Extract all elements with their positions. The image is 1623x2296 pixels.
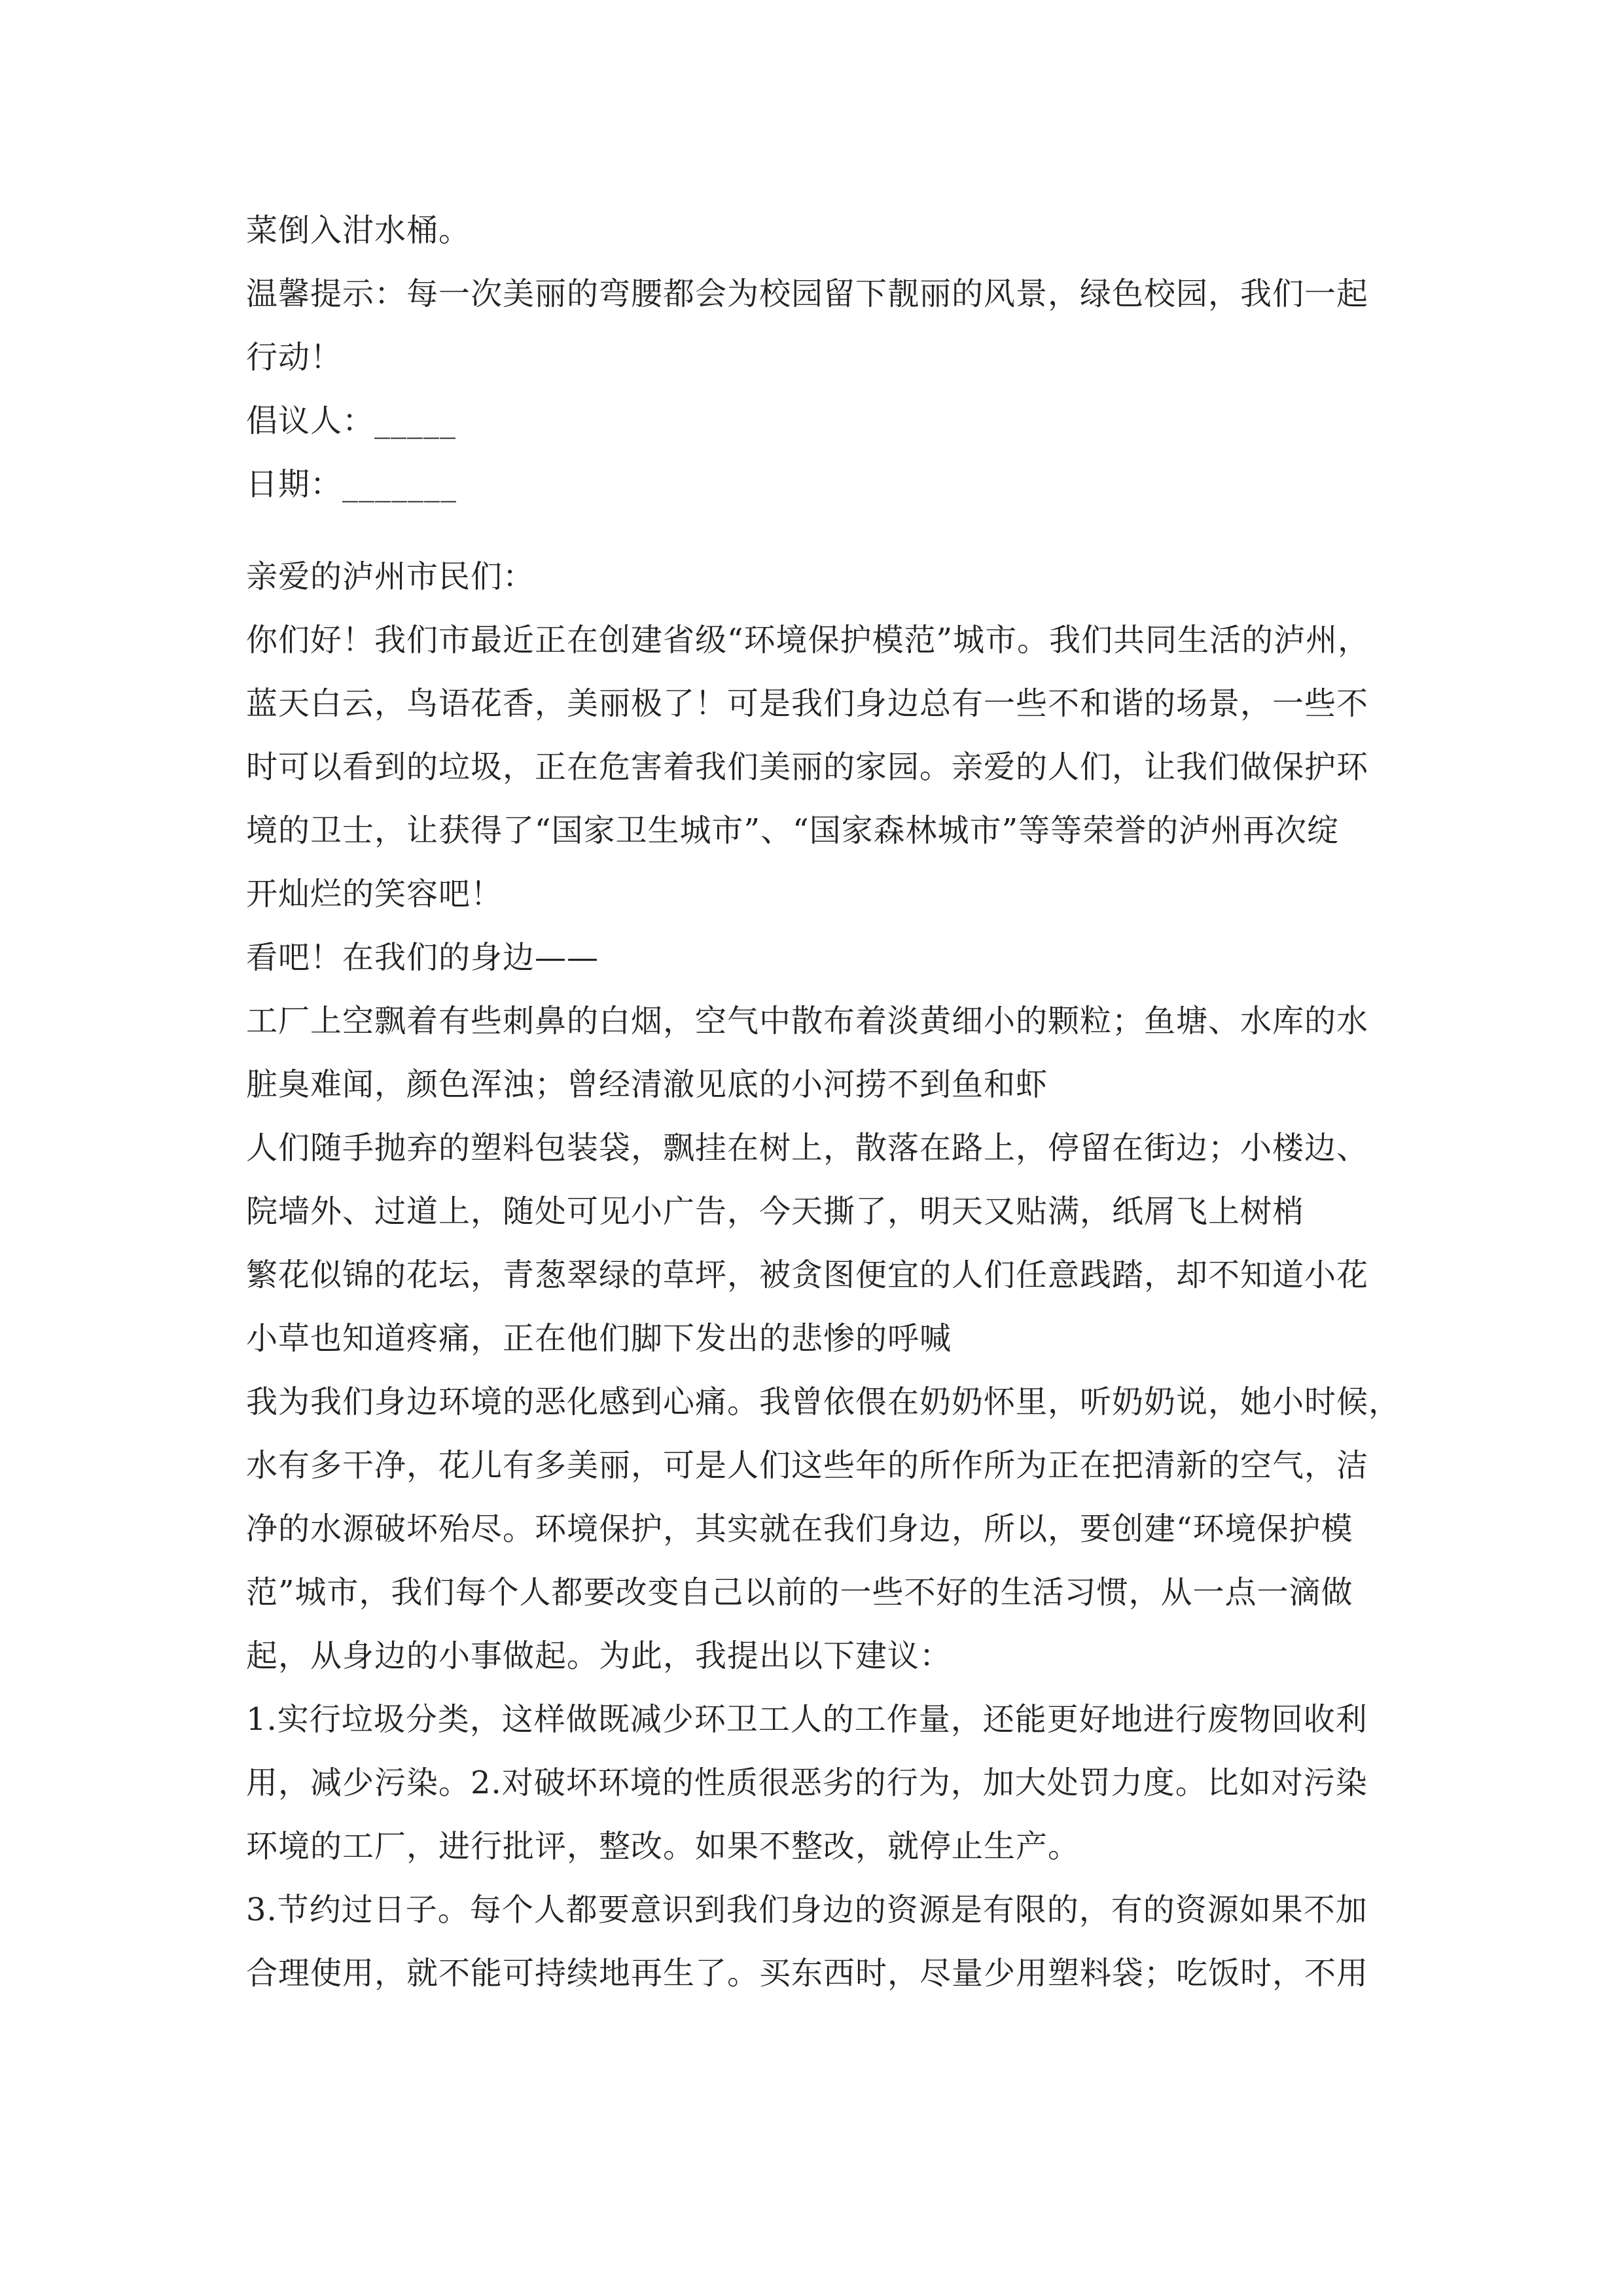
text-line: 用，减少污染。2.对破坏环境的性质很恶劣的行为，加大处罚力度。比如对污染: [246, 1765, 1368, 1801]
text-line: 看吧！在我们的身边——: [246, 939, 599, 976]
date-line: 日期：_______: [246, 466, 457, 503]
text-line: 繁花似锦的花坛，青葱翠绿的草坪，被贪图便宜的人们任意践踏，却不知道小花: [246, 1257, 1369, 1293]
text-line: 我为我们身边环境的恶化感到心痛。我曾依偎在奶奶怀里，听奶奶说，她小时候，: [246, 1384, 1401, 1420]
text-line: 起，从身边的小事做起。为此，我提出以下建议：: [246, 1638, 952, 1674]
text-line: 脏臭难闻，颜色浑浊；曾经清澈见底的小河捞不到鱼和虾: [246, 1066, 1048, 1103]
text-line: 菜倒入泔水桶。: [246, 212, 471, 249]
section-2: [246, 545, 1401, 2005]
signature-line: 倡议人：_____: [246, 403, 457, 439]
text-line: 境的卫士，让获得了“国家卫生城市”、“国家森林城市”等等荣誉的泸州再次绽: [246, 812, 1340, 849]
greeting: 亲爱的泸州市民们：: [246, 558, 535, 595]
text-line: 工厂上空飘着有些刺鼻的白烟，空气中散布着淡黄细小的颗粒；鱼塘、水库的水: [246, 1003, 1369, 1039]
text-line: 开灿烂的笑容吧！: [246, 876, 503, 912]
text-line: 温馨提示：每一次美丽的弯腰都会为校园留下靓丽的风景，绿色校园，我们一起: [246, 276, 1369, 312]
text-line: 3.节约过日子。每个人都要意识到我们身边的资源是有限的，有的资源如果不加: [246, 1892, 1368, 1928]
text-line: 1.实行垃圾分类，这样做既减少环卫工人的工作量，还能更好地进行废物回收利: [246, 1701, 1368, 1738]
text-line: 环境的工厂，进行批评，整改。如果不整改，就停止生产。: [246, 1828, 1080, 1865]
text-line: 院墙外、过道上，随处可见小广告，今天撕了，明天又贴满，纸屑飞上树梢: [246, 1193, 1305, 1230]
text-line: 人们随手抛弃的塑料包装袋，飘挂在树上，散落在路上，停留在街边；小楼边、: [246, 1130, 1369, 1166]
text-line: 净的水源破坏殆尽。环境保护，其实就在我们身边，所以，要创建“环境保护模: [246, 1511, 1353, 1547]
text-line: 行动！: [246, 339, 343, 376]
text-line: 水有多干净，花儿有多美丽，可是人们这些年的所作所为正在把清新的空气，洁: [246, 1447, 1369, 1484]
section-1: [246, 199, 1385, 516]
text-line: 范”城市，我们每个人都要改变自己以前的一些不好的生活习惯，从一点一滴做: [246, 1574, 1353, 1611]
text-line: 合理使用，就不能可持续地再生了。买东西时，尽量少用塑料袋；吃饭时，不用: [246, 1955, 1369, 1992]
text-line: 小草也知道疼痛，正在他们脚下发出的悲惨的呼喊: [246, 1320, 952, 1357]
text-line: 你们好！我们市最近正在创建省级“环境保护模范”城市。我们共同生活的泸州，: [246, 622, 1370, 658]
text-line: 时可以看到的垃圾，正在危害着我们美丽的家园。亲爱的人们，让我们做保护环: [246, 749, 1369, 785]
text-line: 蓝天白云，鸟语花香，美丽极了！可是我们身边总有一些不和谐的场景，一些不: [246, 685, 1369, 722]
